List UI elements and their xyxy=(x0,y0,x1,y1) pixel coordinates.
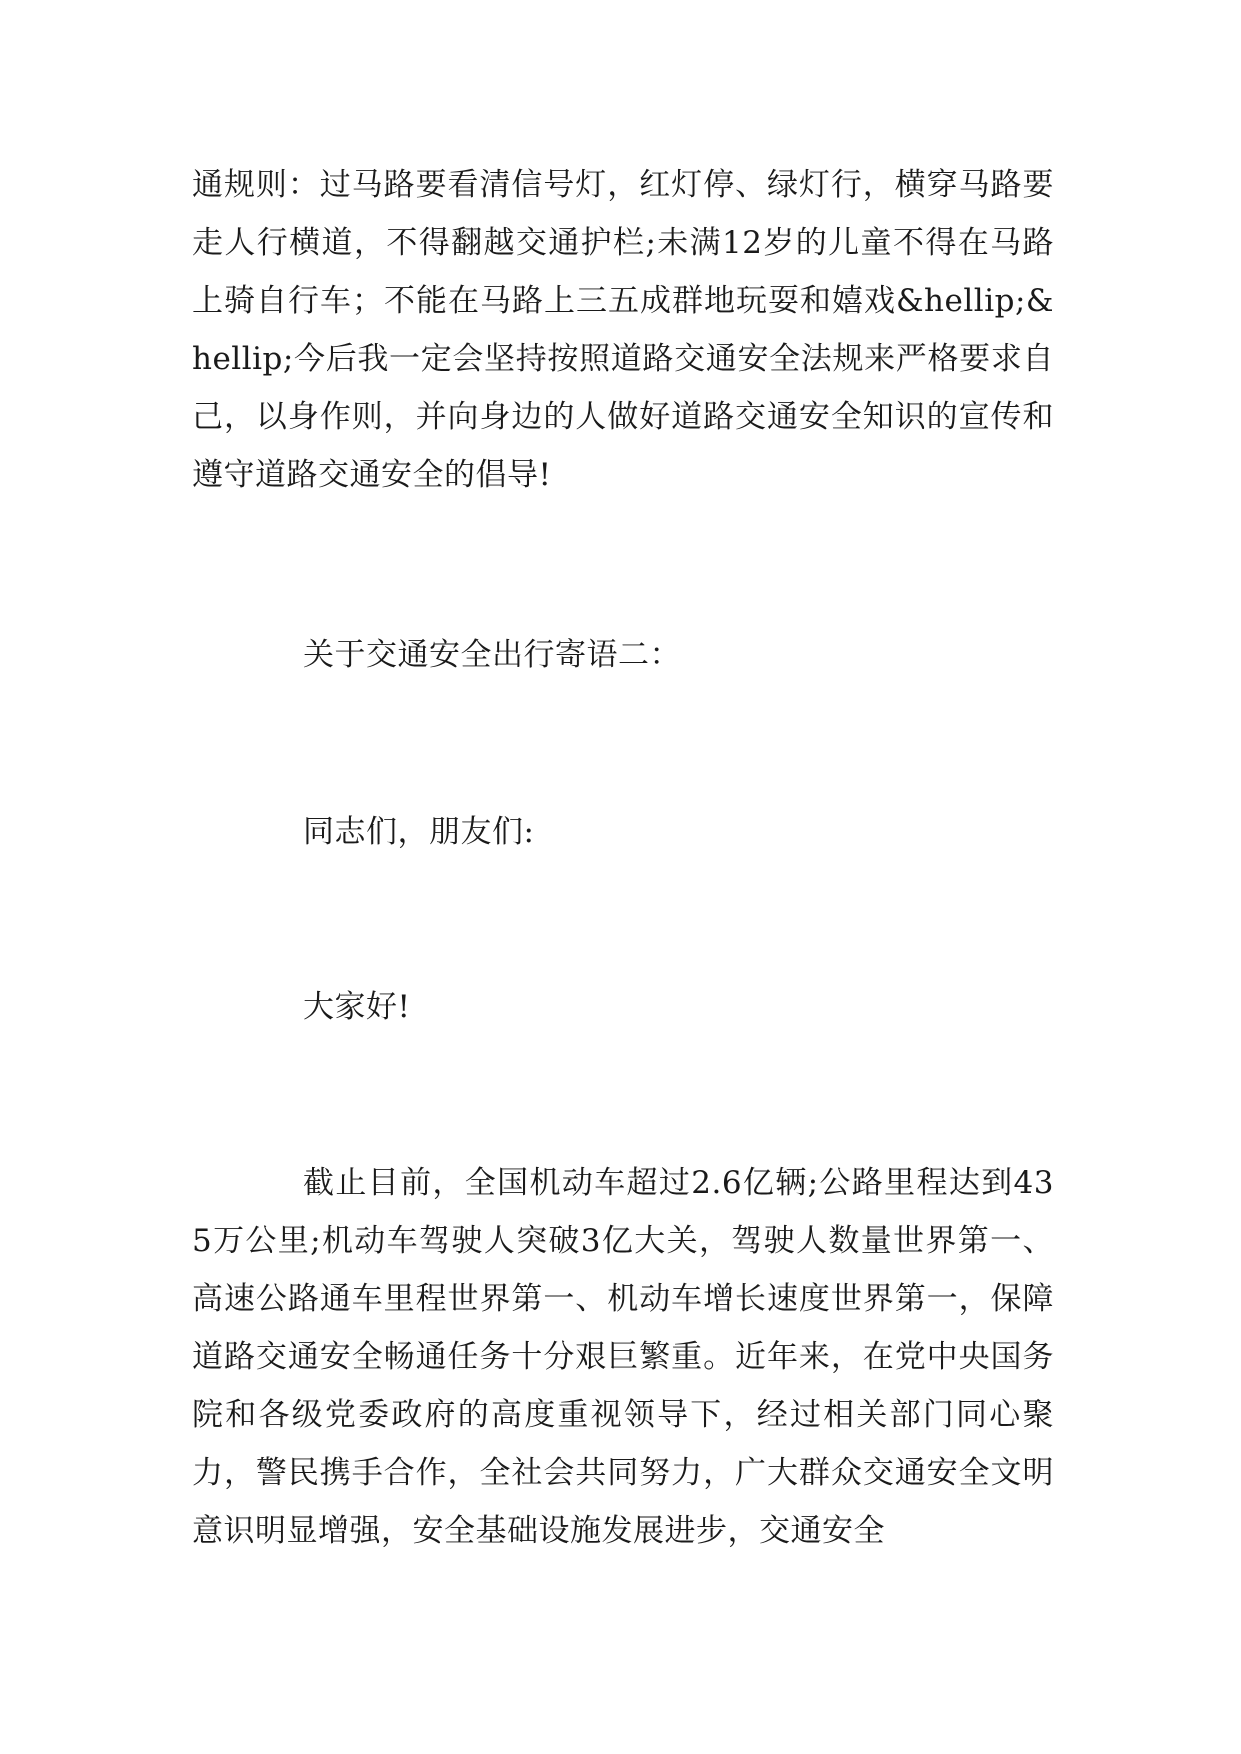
greeting: 大家好! xyxy=(303,989,411,1025)
body-paragraph: 截止目前，全国机动车超过2.6亿辆;公路里程达到435万公里;机动车驾驶人突破3亿大关，驾驶人数量世界第一、高速公路通车里程世界第一、机动车增长速度世界第一，保障道路交通安全畅通任务十分艰巨繁重。近年来，在党中央国务院和各级党委政府的高度重视领导下，经过相关部门同心聚力，警民携手合作，全社会共同努力，广大群众交通安全文明意识明显增强，安全基础设施发展进步，交通安全 xyxy=(192,1165,1054,1549)
salutation: 同志们，朋友们: xyxy=(303,814,535,850)
section-heading: 关于交通安全出行寄语二： xyxy=(303,637,681,673)
paragraph-continuation: 通规则：过马路要看清信号灯，红灯停、绿灯行，横穿马路要走人行横道，不得翻越交通护栏;未满12岁的儿童不得在马路上骑自行车；不能在马路上三五成群地玩耍和嬉戏&hellip;&hellip;今后我一定会坚持按照道路交通安全法规来严格要求自己，以身作则，并向身边的人做好道路交通安全知识的宣传和遵守道路交通安全的倡导! xyxy=(192,167,1054,493)
